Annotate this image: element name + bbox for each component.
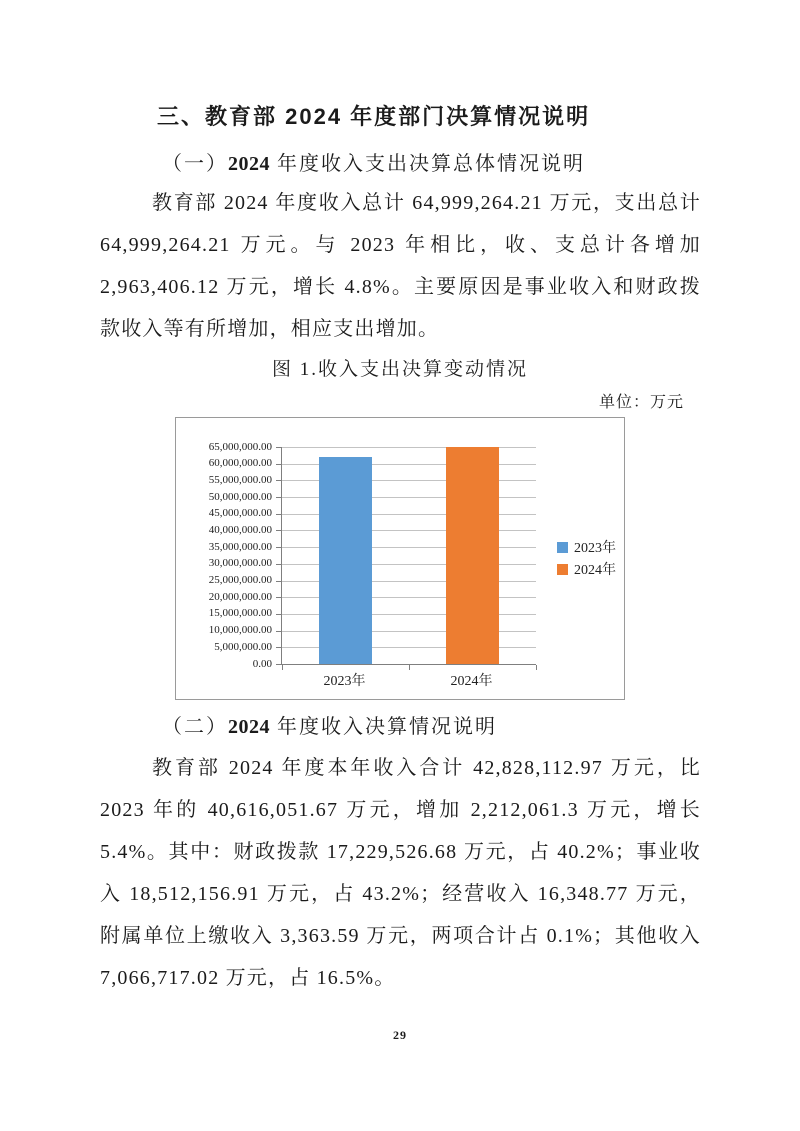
section-1-prefix: （一） xyxy=(162,153,228,175)
bar-2024年 xyxy=(446,447,499,664)
section-2-heading xyxy=(162,710,497,739)
y-tick-label: 60,000,000.00 xyxy=(208,457,272,470)
y-tick-label: 50,000,000.00 xyxy=(208,490,272,503)
y-tick-label: 45,000,000.00 xyxy=(208,507,272,520)
legend-item xyxy=(557,558,616,580)
page-number: 29 xyxy=(393,1028,407,1042)
figure-title: 图 1.收入支出决算变动情况 xyxy=(271,359,528,380)
y-tick-label: 25,000,000.00 xyxy=(208,574,272,587)
x-axis-tick xyxy=(536,665,537,670)
legend-swatch-icon xyxy=(557,564,568,575)
y-tick-label: 15,000,000.00 xyxy=(208,607,272,620)
y-tick-label: 10,000,000.00 xyxy=(208,624,272,637)
plot-area xyxy=(281,447,536,665)
paragraph-income-expense-total: 教育部 2024 年度收入总计 64,999,264.21 万元，支出总计 64,999,264.21 万元。与 2023 年相比，收、支总计各增加 2,963,406.12 万元，增长 4.8%。主要原因是事业收入和财政拨款收入等有所增加，相应支出增加。 xyxy=(100,192,701,340)
section-2-year: 2024 xyxy=(228,716,270,738)
x-tick-label: 2023年 xyxy=(323,674,366,689)
y-tick-label: 35,000,000.00 xyxy=(208,540,272,553)
unit-label: 单位：万元 xyxy=(598,394,684,411)
legend-swatch-icon xyxy=(557,542,568,553)
bar-2023年 xyxy=(319,457,372,664)
section-1-heading xyxy=(162,147,585,176)
chart-legend xyxy=(557,536,616,580)
y-tick-label: 55,000,000.00 xyxy=(208,473,272,486)
legend-item xyxy=(557,536,616,558)
legend-label: 2024年 xyxy=(574,563,616,578)
bar-chart xyxy=(175,417,625,700)
paragraph-income-detail: 教育部 2024 年度本年收入合计 42,828,112.97 万元，比 2023 年的 40,616,051.67 万元，增加 2,212,061.3 万元，增长 5.4%。其中：财政拨款 17,229,526.68 万元，占 40.2%；事业收入 18,512,156.91 万元，占 43.2%；经营收入 16,348.77 万元，附属单位上缴收入 3,363.59 万元，两项合计占 0.1%；其他收入 7,066,717.02 万元，占 16.5%。 xyxy=(100,757,701,989)
y-tick-label: 30,000,000.00 xyxy=(208,557,272,570)
y-tick-label: 5,000,000.00 xyxy=(214,640,272,653)
y-tick-label: 20,000,000.00 xyxy=(208,590,272,603)
y-tick-label: 65,000,000.00 xyxy=(208,440,272,453)
section-1-year: 2024 xyxy=(228,153,270,175)
y-tick-label: 40,000,000.00 xyxy=(208,523,272,536)
y-axis-labels xyxy=(176,440,272,670)
legend-label: 2023年 xyxy=(574,541,616,556)
x-tick-label: 2024年 xyxy=(450,674,493,689)
x-axis-labels xyxy=(281,670,535,692)
section-2-prefix: （二） xyxy=(162,716,228,738)
main-heading: 三、教育部 2024 年度部门决算情况说明 xyxy=(157,104,591,129)
section-1-rest: 年度收入支出决算总体情况说明 xyxy=(270,153,585,175)
section-2-rest: 年度收入决算情况说明 xyxy=(270,716,497,738)
y-tick-label: 0.00 xyxy=(252,657,272,670)
